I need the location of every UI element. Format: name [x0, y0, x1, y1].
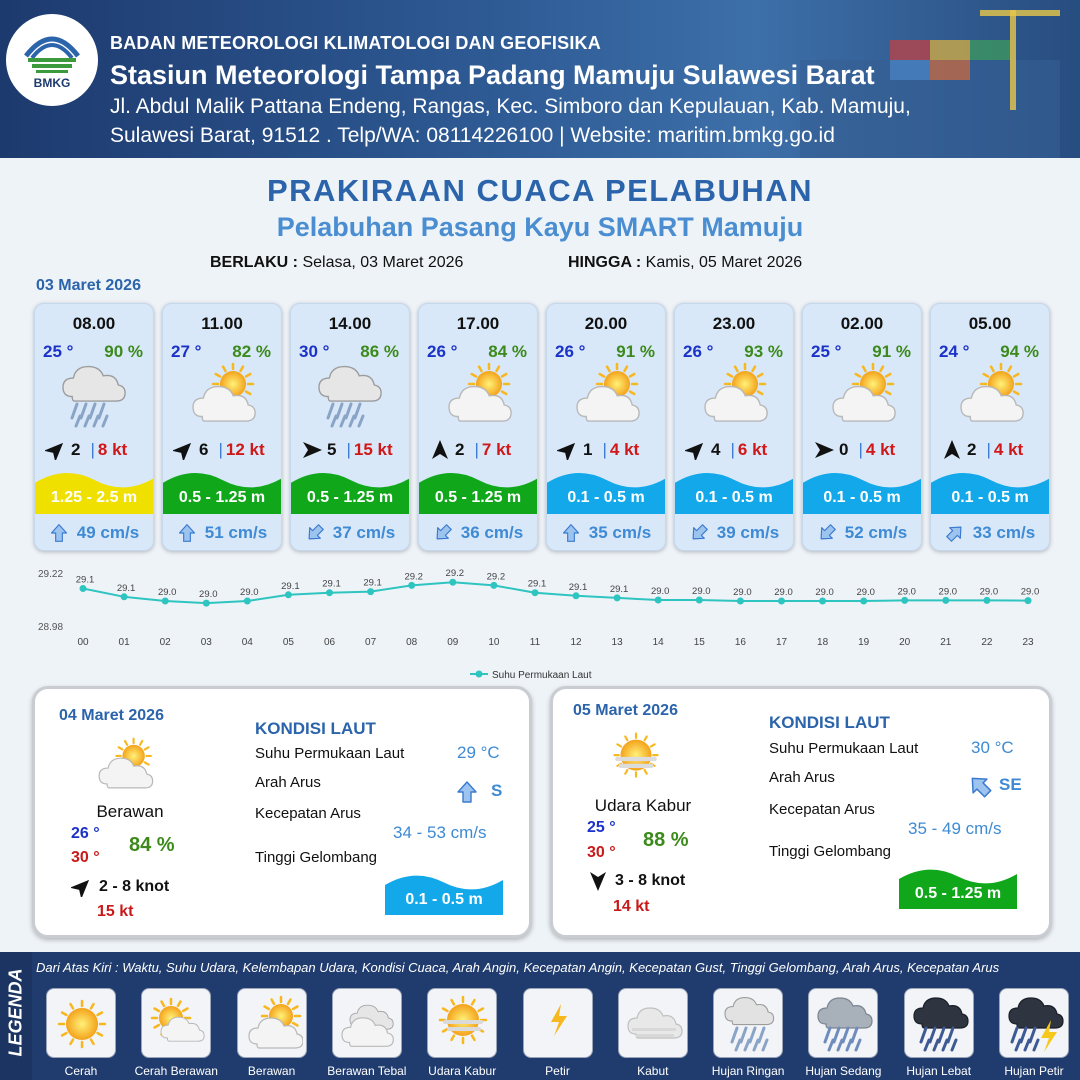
day-gust: 14 kt [613, 898, 650, 915]
hour-current [803, 514, 921, 551]
sst-point-label: 29.1 [322, 578, 341, 590]
x-tick-label: 11 [529, 637, 541, 648]
hour-current [931, 514, 1049, 551]
hour-current [547, 514, 665, 551]
page-title: PRAKIRAAN CUACA PELABUHAN [266, 173, 814, 208]
day1-date: 03 Maret 2026 [36, 277, 141, 294]
udara-kabur-icon [601, 731, 671, 793]
valid-to-label: HINGGA : [568, 254, 642, 271]
hour-gust: 6 kt [737, 440, 768, 459]
hour-gust: 4 kt [609, 440, 640, 459]
hour-wave-height: 0.1 - 0.5 m [695, 489, 773, 506]
separator: | [218, 440, 223, 459]
hour-temp: 24 ° [939, 342, 970, 361]
hujan-ringan-icon [311, 362, 391, 434]
day-humidity: 84 % [129, 834, 175, 856]
valid-to-value: Kamis, 05 Maret 2026 [645, 254, 803, 271]
sst-point-label: 29.2 [404, 571, 423, 583]
legend-item [427, 988, 497, 1058]
separator: | [986, 440, 991, 459]
wind-direction-icon [173, 440, 195, 460]
hour-current-speed: 37 cm/s [332, 523, 396, 542]
x-tick-label: 19 [858, 637, 870, 648]
legend-item-label: Petir [545, 1064, 570, 1078]
berawan-icon [695, 362, 775, 434]
day-wind [587, 871, 685, 891]
berawan-icon [567, 362, 647, 434]
sst-point [942, 597, 949, 604]
valid-from-value: Selasa, 03 Maret 2026 [302, 254, 464, 271]
legend-item-label: Berawan [247, 1064, 296, 1078]
legend-item [46, 988, 116, 1058]
x-tick-label: 00 [77, 637, 89, 648]
sst-point-label: 29.0 [815, 587, 834, 598]
wave-height-value: 0.5 - 1.25 m [914, 885, 1002, 902]
sst-point-label: 29.0 [240, 587, 259, 598]
berawan-icon [823, 362, 903, 434]
sst-point [326, 589, 333, 596]
x-tick-label: 14 [652, 637, 664, 648]
hour-wind [301, 440, 406, 460]
hour-current-speed: 39 cm/s [716, 523, 780, 542]
current-direction-icon [561, 523, 581, 543]
hour-gust: 12 kt [225, 440, 265, 459]
sst-point-label: 29.1 [281, 580, 300, 592]
sst-point [696, 597, 703, 604]
legend-item [237, 988, 307, 1058]
x-tick-label: 06 [323, 637, 336, 648]
hour-card [930, 303, 1050, 551]
hour-wind [813, 440, 918, 460]
hujan-petir-icon [1005, 994, 1065, 1054]
sst-point-label: 29.0 [938, 586, 958, 598]
x-tick-label: 21 [940, 637, 952, 648]
day-wind [71, 877, 169, 897]
legend-item-label: Cerah [64, 1064, 98, 1078]
hour-current-speed: 33 cm/s [972, 523, 1036, 542]
sst-point [737, 598, 744, 605]
hour-wind-speed: 0 [839, 440, 849, 459]
separator: | [602, 440, 607, 459]
x-tick-label: 09 [447, 637, 459, 648]
hujan-sedang-icon [814, 994, 874, 1054]
valid-from-label: BERLAKU : [210, 254, 298, 271]
berawan-icon [243, 994, 303, 1054]
kecepatan-label: Kecepatan Arus [255, 805, 361, 822]
sst-point [408, 582, 415, 589]
sst-point [655, 597, 662, 604]
sst-point [449, 579, 456, 586]
hour-wind [45, 440, 150, 460]
day-wind-speed: 2 - 8 knot [99, 878, 170, 895]
kecepatan-value: 35 - 49 cm/s [908, 819, 1002, 838]
hour-wind [429, 440, 534, 460]
legend-item-label: Hujan Petir [1004, 1064, 1064, 1078]
sst-point-label: 29.0 [979, 586, 999, 598]
sst-point-label: 29.2 [486, 571, 506, 583]
current-direction-icon [689, 523, 709, 543]
legend-item [713, 988, 783, 1058]
sst-point-label: 29.0 [733, 587, 752, 598]
day-panel-1 [32, 686, 532, 938]
legend-marker [476, 671, 483, 678]
hour-humidity: 94 % [1000, 342, 1039, 361]
legend-series-name: Suhu Permukaan Laut [492, 670, 592, 681]
wind-direction-icon [587, 871, 609, 891]
current-direction-icon [817, 523, 837, 543]
x-tick-label: 13 [611, 637, 623, 648]
x-tick-label: 03 [200, 637, 212, 648]
legend-title: LEGENDA [5, 968, 26, 1057]
x-tick-label: 16 [734, 637, 746, 648]
hour-humidity: 91 % [616, 342, 655, 361]
legend-item [523, 988, 593, 1058]
legend-item-label: Hujan Sedang [805, 1064, 882, 1078]
separator: | [730, 440, 735, 459]
legend-sidebar [0, 952, 32, 1080]
hour-current [419, 514, 537, 551]
hour-gust: 15 kt [353, 440, 393, 459]
kondisi-laut-title: KONDISI LAUT [255, 719, 376, 738]
hour-time: 20.00 [584, 314, 628, 333]
wave-height-value: 0.1 - 0.5 m [405, 891, 483, 908]
sst-point-label: 29.0 [774, 587, 793, 598]
x-tick-label: 20 [899, 637, 911, 648]
hour-wave-height: 0.1 - 0.5 m [951, 489, 1029, 506]
day-humidity: 88 % [643, 829, 689, 851]
legend-item-label: Cerah Berawan [134, 1064, 218, 1078]
sst-label: Suhu Permukaan Laut [255, 745, 405, 762]
x-tick-label: 18 [817, 637, 829, 648]
address-line-1: Jl. Abdul Malik Pattana Endeng, Rangas, Kec. Simboro dan Kepulauan, Kab. Mamuju, [110, 95, 911, 118]
sst-point [80, 585, 87, 592]
legend-item-label: Udara Kabur [428, 1064, 497, 1078]
hour-gust: 4 kt [993, 440, 1024, 459]
x-tick-label: 10 [488, 637, 500, 648]
legend [0, 952, 1080, 1080]
wind-direction-icon [71, 877, 93, 897]
hour-humidity: 86 % [360, 342, 399, 361]
day-temp-max: 30 ° [587, 844, 616, 861]
hujan-ringan-icon [719, 994, 779, 1054]
x-tick-label: 15 [693, 637, 705, 648]
hour-time: 08.00 [72, 314, 116, 333]
sst-point [121, 593, 128, 600]
kecepatan-value: 34 - 53 cm/s [393, 823, 487, 842]
hour-card [290, 303, 410, 551]
sst-point-label: 29.1 [75, 574, 95, 586]
berawan-tebal-icon [338, 994, 398, 1054]
wind-direction-icon [301, 440, 323, 460]
sst-point [819, 598, 826, 605]
sst-point-label: 29.0 [1020, 586, 1040, 598]
legend-item [808, 988, 878, 1058]
day-date: 05 Maret 2026 [573, 702, 678, 719]
sst-point [490, 582, 497, 589]
berawan-icon [183, 362, 263, 434]
sst-point-label: 29.0 [199, 589, 218, 601]
sst-label: Suhu Permukaan Laut [769, 740, 919, 757]
sst-point [901, 597, 908, 604]
hour-card [802, 303, 922, 551]
hour-wind-speed: 2 [71, 440, 81, 459]
hour-humidity: 93 % [744, 342, 783, 361]
legend-item [141, 988, 211, 1058]
x-tick-label: 04 [241, 637, 253, 648]
day-date: 04 Maret 2026 [59, 707, 164, 724]
hour-current [675, 514, 793, 551]
hour-card [162, 303, 282, 551]
sst-point-label: 29.1 [527, 578, 547, 590]
hour-humidity: 90 % [104, 342, 143, 361]
sst-point-label: 29.1 [609, 583, 629, 595]
hour-temp: 30 ° [299, 342, 330, 361]
x-tick-label: 02 [159, 637, 171, 648]
sst-point [573, 592, 580, 599]
hour-card [546, 303, 666, 551]
hour-card [418, 303, 538, 551]
hour-time: 11.00 [201, 314, 243, 333]
valid-from [210, 254, 463, 272]
x-tick-label: 17 [775, 637, 788, 648]
petir-icon [529, 994, 589, 1054]
valid-to [568, 254, 802, 272]
wind-direction-icon [813, 440, 835, 460]
sst-point-label: 29.0 [897, 586, 916, 598]
hour-wind [557, 440, 662, 460]
wind-direction-icon [429, 440, 451, 460]
x-tick-label: 23 [1022, 637, 1034, 648]
hour-wind [685, 440, 790, 460]
hour-current [163, 514, 281, 551]
sst-point [778, 598, 785, 605]
sst-point-label: 29.2 [445, 568, 465, 580]
hour-wind [173, 440, 278, 460]
legend-item [332, 988, 402, 1058]
hour-card [674, 303, 794, 551]
hour-current [291, 514, 409, 551]
hour-time: 05.00 [968, 314, 1012, 333]
arus-label: Arah Arus [769, 769, 835, 786]
day-wind-speed: 3 - 8 knot [615, 872, 686, 889]
berawan-icon [90, 737, 160, 799]
day-temp-min: 25 ° [587, 819, 616, 836]
day-condition: Udara Kabur [594, 796, 692, 815]
separator: | [90, 440, 95, 459]
hujan-lebat-icon [910, 994, 970, 1054]
arus-direction: SE [999, 775, 1022, 794]
legend-item [999, 988, 1069, 1058]
hour-current-speed: 52 cm/s [844, 523, 908, 542]
hour-wave-height: 0.5 - 1.25 m [178, 489, 266, 506]
sst-point-label: 29.1 [568, 581, 588, 593]
hour-wind [941, 440, 1046, 460]
hour-wave-height: 0.5 - 1.25 m [434, 489, 522, 506]
hour-temp: 26 ° [555, 342, 586, 361]
legend-item [618, 988, 688, 1058]
header-banner [0, 0, 1080, 158]
kondisi-laut-title: KONDISI LAUT [769, 713, 890, 732]
sst-point-label: 29.1 [363, 577, 382, 589]
sst-line [83, 582, 1028, 603]
hour-wind-speed: 6 [199, 440, 209, 459]
hour-time: 23.00 [712, 314, 756, 333]
page-subtitle: Pelabuhan Pasang Kayu SMART Mamuju [276, 212, 804, 242]
cerah-berawan-icon [147, 994, 207, 1054]
logo-text: BMKG [33, 76, 71, 90]
sst-point [532, 589, 539, 596]
hour-time: 17.00 [456, 314, 500, 333]
hour-temp: 25 ° [43, 342, 74, 361]
arus-label: Arah Arus [255, 774, 321, 791]
hour-wind-speed: 4 [711, 440, 721, 459]
wind-direction-icon [941, 440, 963, 460]
wind-direction-icon [557, 440, 579, 460]
gelombang-label: Tinggi Gelombang [769, 843, 892, 860]
separator: | [858, 440, 863, 459]
legend-item-label: Hujan Ringan [711, 1064, 785, 1078]
bmkg-emblem-icon [6, 14, 98, 76]
current-direction-icon [455, 779, 479, 805]
day-temp-min: 26 ° [71, 825, 100, 842]
hour-wave-height: 0.1 - 0.5 m [567, 489, 645, 506]
wind-direction-icon [685, 440, 707, 460]
sst-point-label: 29.1 [116, 582, 136, 594]
day-temp-max: 30 ° [71, 849, 100, 866]
sst-value: 29 °C [457, 743, 500, 762]
hour-wind-speed: 2 [967, 440, 977, 459]
day-gust: 15 kt [97, 903, 134, 920]
bmkg-logo [6, 14, 98, 106]
legend-item-label: Berawan Tebal [327, 1064, 407, 1078]
sst-point [860, 598, 867, 605]
sst-point [244, 598, 251, 605]
x-tick-label: 12 [570, 637, 582, 648]
legend-description: Dari Atas Kiri : Waktu, Suhu Udara, Kelembapan Udara, Kondisi Cuaca, Arah Angin, Kecepatan Angin, Kecepatan Gust, Tinggi Gelombang, Arah Arus, Kecepatan Arus [36, 960, 1000, 975]
hour-gust: 4 kt [865, 440, 896, 459]
sst-point [162, 598, 169, 605]
x-tick-label: 01 [118, 637, 130, 648]
separator: | [474, 440, 479, 459]
hour-temp: 26 ° [683, 342, 714, 361]
hour-wave-height: 0.5 - 1.25 m [306, 489, 394, 506]
y-tick-min: 28.98 [38, 622, 64, 633]
separator: | [346, 440, 351, 459]
sst-value: 30 °C [971, 738, 1014, 757]
hour-card [34, 303, 154, 551]
address-line-2: Sulawesi Barat, 91512 . Telp/WA: 08114226100 | Website: maritim.bmkg.go.id [110, 124, 835, 147]
sst-point [1025, 597, 1032, 604]
hour-current-speed: 49 cm/s [76, 523, 140, 542]
legend-item-label: Hujan Lebat [906, 1064, 972, 1078]
kabut-icon [624, 994, 684, 1054]
x-tick-label: 22 [981, 637, 993, 648]
sst-point [983, 597, 990, 604]
cerah-icon [52, 994, 112, 1054]
hour-wave-height: 0.1 - 0.5 m [823, 489, 901, 506]
berawan-icon [951, 362, 1031, 434]
day-panel-2 [550, 686, 1052, 938]
agency-name: BADAN METEOROLOGI KLIMATOLOGI DAN GEOFISIKA [110, 33, 601, 53]
station-name: Stasiun Meteorologi Tampa Padang Mamuju Sulawesi Barat [110, 60, 875, 90]
sst-point [203, 600, 210, 607]
wind-direction-icon [45, 440, 67, 460]
udara-kabur-icon [433, 994, 493, 1054]
sst-point [614, 594, 621, 601]
hour-wind-speed: 1 [583, 440, 593, 459]
kecepatan-label: Kecepatan Arus [769, 801, 875, 818]
sst-point-label: 29.0 [692, 586, 711, 597]
hour-temp: 26 ° [427, 342, 458, 361]
current-direction-icon [177, 523, 197, 543]
hour-humidity: 84 % [488, 342, 527, 361]
sst-point-label: 29.0 [856, 587, 875, 598]
hour-current-speed: 35 cm/s [588, 523, 652, 542]
sst-point-label: 29.0 [157, 587, 177, 598]
current-direction-icon [433, 523, 453, 543]
hour-current-speed: 51 cm/s [204, 523, 268, 542]
hour-time: 14.00 [328, 314, 372, 333]
hour-time: 02.00 [840, 314, 884, 333]
berawan-icon [439, 362, 519, 434]
hour-wind-speed: 5 [327, 440, 337, 459]
gelombang-label: Tinggi Gelombang [255, 849, 378, 866]
current-direction-icon [945, 523, 965, 543]
hour-gust: 7 kt [481, 440, 512, 459]
legend-item-label: Kabut [637, 1064, 669, 1078]
x-tick-label: 08 [406, 637, 418, 648]
sst-chart [30, 560, 1060, 685]
hour-current [35, 514, 153, 551]
hujan-ringan-icon [55, 362, 135, 434]
sst-point [285, 591, 292, 598]
day-condition: Berawan [96, 802, 164, 821]
legend-item [904, 988, 974, 1058]
x-tick-label: 07 [365, 637, 377, 648]
hour-humidity: 91 % [872, 342, 911, 361]
current-direction-icon [305, 523, 325, 543]
hour-temp: 27 ° [171, 342, 202, 361]
hour-gust: 8 kt [97, 440, 128, 459]
current-direction-icon [49, 523, 69, 543]
y-tick-max: 29.22 [38, 569, 64, 580]
hour-current-speed: 36 cm/s [460, 523, 524, 542]
hour-wave-height: 1.25 - 2.5 m [50, 489, 138, 506]
hour-wind-speed: 2 [455, 440, 465, 459]
sst-point-label: 29.0 [650, 586, 670, 597]
current-direction-icon [967, 773, 993, 799]
arus-direction: S [491, 781, 503, 800]
x-tick-label: 05 [282, 637, 294, 648]
hour-humidity: 82 % [232, 342, 271, 361]
sst-point [367, 588, 374, 595]
hour-temp: 25 ° [811, 342, 842, 361]
